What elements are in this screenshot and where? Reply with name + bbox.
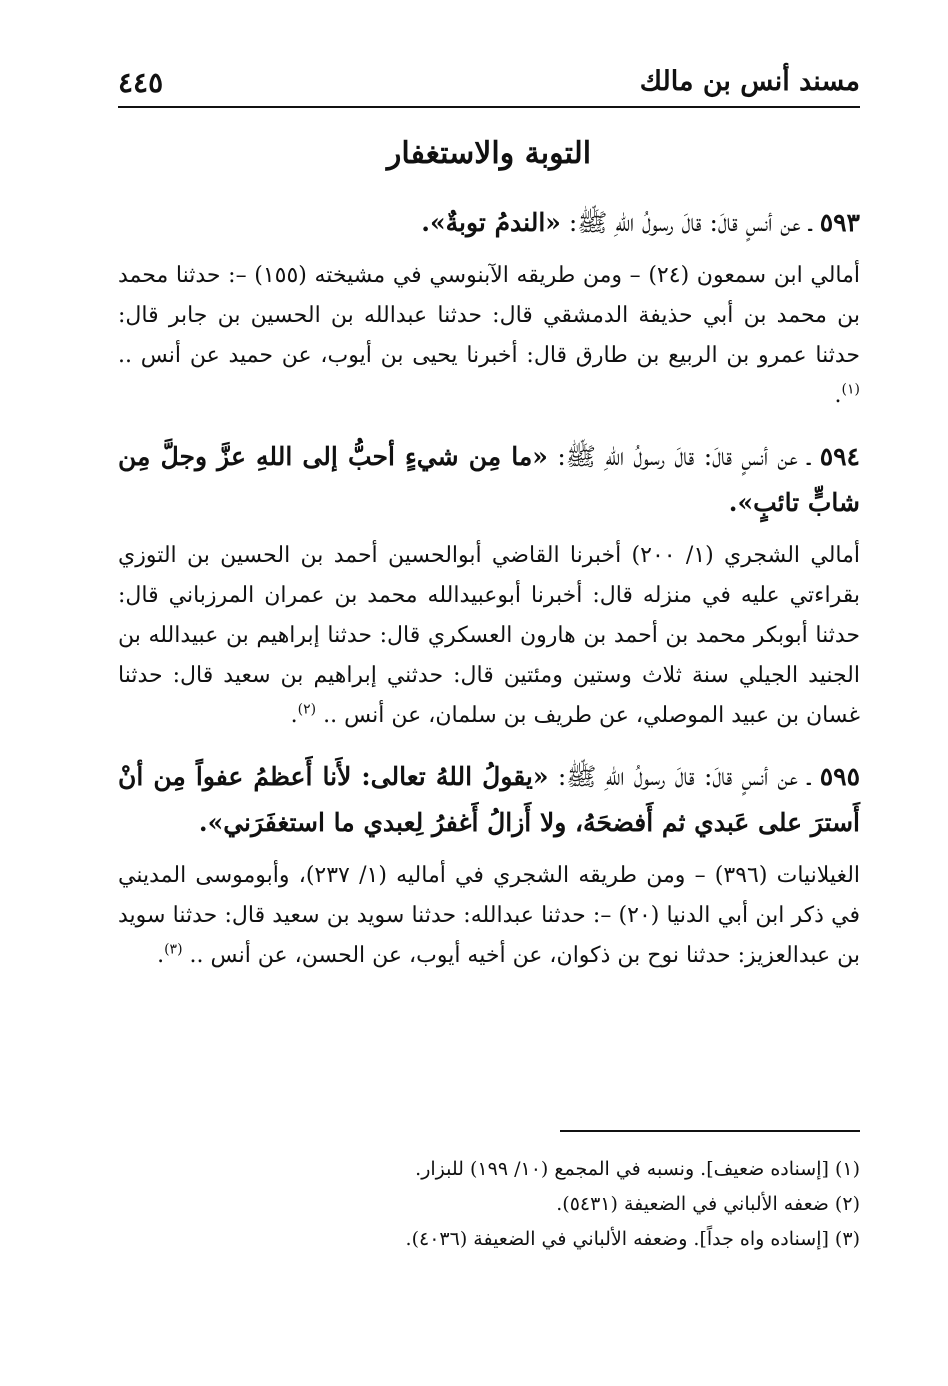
hadith-matn: «الندمُ توبةٌ». [421,208,561,237]
hadith-number: ٥٩٥ [819,762,861,791]
footnote-ref: (٢) [297,701,317,718]
page-number: ٤٤٥ [118,66,164,99]
hadith-sanad: أمالي الشجري (١/ ٢٠٠) أخبرنا القاضي أبوالحسين أحمد بن الحسين بن التوزي بقراءتي عليه في منزله قال: أخبرنا أبوعبيدالله محمد بن عمران المرزباني قال: حدثنا أبوبكر محمد بن أحمد بن هارون العسكري قال: حدثنا إبراهيم بن عبيدالله بن الجنيد الجيلي سنة ثلاث وستين ومئتين قال: حدثني إبراهيم بن سعيد قال: حدثنا غسان بن عبيد الموصلي، عن طريف بن سلمان، عن أنس .. $^{(٢)}$. [118,543,860,728]
main-content [118,200,860,994]
hadith-intro: ـ عن أنسٍ قالَ: قالَ رسولُ اللهِ ﷺ: [557,442,811,471]
footnote-ref: (٣) [164,941,183,958]
hadith-intro: ـ عن أنسٍ قالَ: قالَ رسولُ اللهِ ﷺ: [568,208,812,237]
footnote: (٢) ضعفه الألباني في الضعيفة (٥٤٣١). [556,1193,860,1215]
sanad-text: أمالي ابن سمعون (٢٤) – ومن طريقه الآبنوسي في مشيخته (١٥٥) –: حدثنا محمد بن محمد بن أبي حذيفة الدمشقي قال: حدثنا عبدالله بن الحسين بن جابر قال: حدثنا عمرو بن الربيع بن طارق قال: أخبرنا يحيى بن أيوب، عن حميد عن أنس .. [118,263,860,368]
page-header [118,62,860,106]
footnotes [118,1152,860,1257]
footnote-ref: (١) [841,381,860,398]
footnote-separator [560,1130,860,1132]
hadith-text [118,200,860,246]
hadith-text [118,434,860,526]
footnote: (٣) [إسناده واه جداً]. وضعفه الألباني في الضعيفة (٤٠٣٦). [405,1228,860,1250]
footnote: (١) [إسناده ضعيف]. ونسبه في المجمع (١٠/ ١٩٩) للبزار. [415,1158,860,1180]
hadith-sanad: أمالي ابن سمعون (٢٤) – ومن طريقه الآبنوسي في مشيخته (١٥٥) –: حدثنا محمد بن محمد بن أبي حذيفة الدمشقي قال: حدثنا عبدالله بن الحسين بن جابر قال: حدثنا عمرو بن الربيع بن طارق قال: أخبرنا يحيى بن أيوب، عن حميد عن أنس .. $^{(١)}$. [118,263,860,408]
header-rule [118,106,860,108]
section-title: التوبة والاستغفار [386,136,592,171]
hadith-text [118,754,860,846]
hadith-number: ٥٩٣ [819,208,860,237]
hadith-number: ٥٩٤ [819,442,860,471]
hadith-matn: «ما مِن شيءٍ أحبُّ إلى اللهِ عزَّ وجلَّ مِن شابٍّ تائبٍ». [118,442,860,517]
running-title: مسند أنس بن مالك [639,66,860,97]
sanad-text: أمالي الشجري (١/ ٢٠٠) أخبرنا القاضي أبوالحسين أحمد بن الحسين بن التوزي بقراءتي عليه في منزله قال: أخبرنا أبوعبيدالله محمد بن عمران المرزباني قال: حدثنا أبوبكر محمد بن أحمد بن هارون العسكري قال: حدثنا إبراهيم بن عبيدالله بن الجنيد الجيلي سنة ثلاث وستين ومئتين قال: حدثني إبراهيم بن سعيد قال: حدثنا غسان بن عبيد الموصلي، عن طريف بن سلمان، عن أنس .. [118,543,860,728]
hadith-intro: ـ عن أنسٍ قالَ: قالَ رسولُ اللهِ ﷺ: [557,762,811,791]
hadith-matn: «يقولُ اللهُ تعالى: لأَنا أَعظمُ عفواً مِن أنْ أَسترَ على عَبدي ثم أَفضحَهُ، ولا أَزالُ أَغفرُ لِعبدي ما استغفَرَني». [118,762,860,837]
sanad-text: الغيلانيات (٣٩٦) – ومن طريقه الشجري في أماليه (١/ ٢٣٧)، وأبوموسى المديني في ذكر ابن أبي الدنيا (٢٠) –: حدثنا عبدالله: حدثنا سويد بن سعيد قال: حدثنا سويد بن عبدالعزيز: حدثنا نوح بن ذكوان، عن أخيه أيوب، عن الحسن، عن أنس .. [118,863,861,968]
hadith-sanad: الغيلانيات (٣٩٦) – ومن طريقه الشجري في أماليه (١/ ٢٣٧)، وأبوموسى المديني في ذكر ابن أبي الدنيا (٢٠) –: حدثنا عبدالله: حدثنا سويد بن سعيد قال: حدثنا سويد بن عبدالعزيز: حدثنا نوح بن ذكوان، عن أخيه أيوب، عن الحسن، عن أنس .. $^{(٣)}$. [118,863,861,968]
